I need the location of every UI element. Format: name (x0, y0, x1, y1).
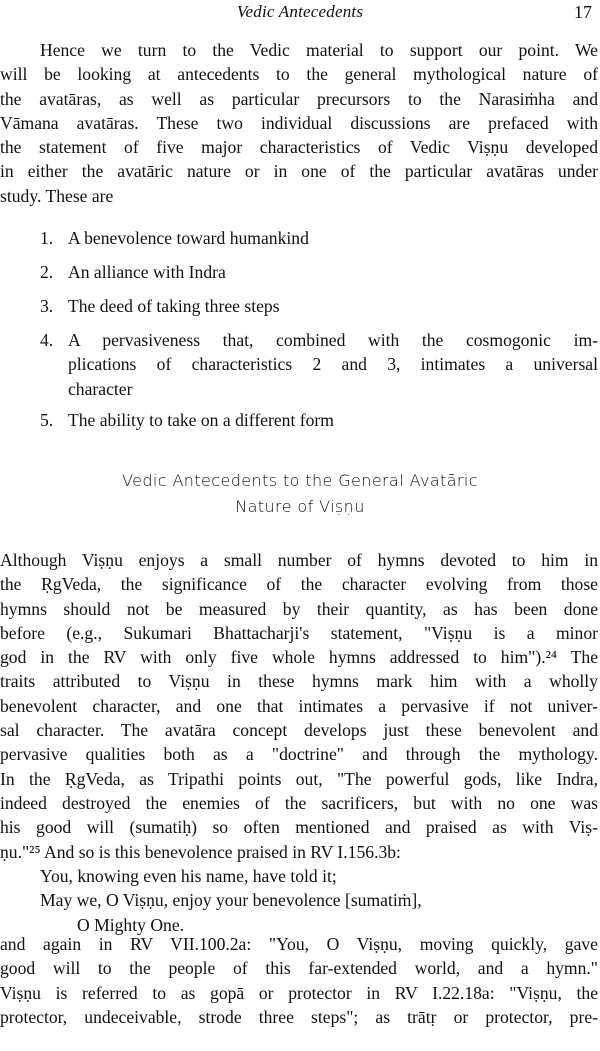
section-heading-line: Nature of Viṣṇu (235, 497, 365, 516)
closing-paragraph (0, 932, 598, 1029)
text-line: ṇu."²⁵ And so is this benevolence praised in RV I.156.3b: (0, 841, 401, 862)
intro-paragraph (0, 38, 598, 208)
text-line: will be looking at antecedents to the general mythological nature of (0, 64, 598, 85)
page-number: 17 (574, 2, 592, 22)
list-item (40, 294, 598, 318)
text-line: god in the RV with only five whole hymns addressed to him").²⁴ The (0, 647, 598, 668)
text-line: benevolent character, and one that intimates a pervasive if not univer- (0, 695, 598, 716)
list-item (40, 328, 598, 401)
list-number: 1. (40, 228, 54, 248)
section-heading (0, 468, 600, 520)
verse-line: You, knowing even his name, have told it; (40, 866, 337, 886)
verse-quote (40, 864, 580, 937)
text-line: the avatāras, as well as particular precursors to the Narasiṁha and (0, 88, 598, 109)
list-item (40, 226, 598, 250)
body-paragraph (0, 548, 598, 864)
text-line: Viṣṇu is referred to as gopā or protector in RV I.22.18a: "Viṣṇu, the (0, 982, 598, 1003)
text-line: study. These are (0, 185, 114, 206)
text-line: the statement of five major characteristics of Vedic Viṣṇu developed (0, 137, 598, 158)
list-number: 5. (40, 410, 54, 430)
list-text: A pervasiveness that, combined with the cosmogonic im- (68, 330, 598, 350)
list-item (40, 408, 598, 432)
text-line: before (e.g., Sukumari Bhattacharji's statement, "Viṣṇu is a minor (0, 622, 598, 643)
verse-line: May we, O Viṣṇu, enjoy your benevolence [sumatiṁ], (40, 890, 422, 911)
text-line: Vāmana avatāras. These two individual discussions are prefaced with (0, 112, 598, 133)
text-line: hymns should not be measured by their quantity, as has been done (0, 598, 598, 619)
text-line: traits attributed to Viṣṇu in these hymns mark him with a wholly (0, 671, 598, 692)
text-line: and again in RV VII.100.2a: "You, O Viṣṇu, moving quickly, gave (0, 934, 598, 954)
verse-line: O Mighty One. (77, 914, 185, 935)
text-line: in either the avatāric nature or in one of the particular avatāras under (0, 161, 598, 182)
text-line: sal character. The avatāra concept develops just these benevolent and (0, 720, 598, 741)
text-line: In the ṚgVeda, as Tripathi points out, "The powerful gods, like Indra, (0, 768, 598, 789)
section-heading-line: Vedic Antecedents to the General Avatāric (122, 471, 478, 490)
list-text: The deed of taking three steps (68, 296, 280, 316)
list-number: 2. (40, 262, 54, 282)
text-line: indeed destroyed the enemies of the sacrificers, but with no one was (0, 792, 598, 813)
text-line: the ṚgVeda, the significance of the character evolving from those (0, 574, 598, 595)
list-number: 4. (40, 330, 54, 350)
list-number: 3. (40, 296, 54, 316)
text-line: protector, undeceivable, strode three steps"; as trātṛ or protector, pre- (0, 1006, 598, 1027)
running-title: Vedic Antecedents (236, 2, 364, 21)
running-head (0, 2, 600, 26)
list-text: The ability to take on a different form (68, 410, 334, 430)
list-text: An alliance with Indra (68, 262, 226, 282)
text-line: pervasive qualities both as a "doctrine" and through the mythology. (0, 744, 598, 765)
list-text: plications of characteristics 2 and 3, intimates a universal (68, 354, 598, 375)
text-line: his good will (sumatiḥ) so often mentioned and praised as with Viṣ- (0, 817, 598, 838)
text-line: good will to the people of this far-extended world, and a hymn." (0, 958, 598, 979)
list-text: A benevolence toward humankind (68, 228, 309, 248)
text-line: Hence we turn to the Vedic material to support our point. We (40, 40, 598, 60)
list-text: character (68, 378, 133, 399)
list-item (40, 260, 598, 284)
text-line: Although Viṣṇu enjoys a small number of hymns devoted to him in (0, 550, 598, 570)
